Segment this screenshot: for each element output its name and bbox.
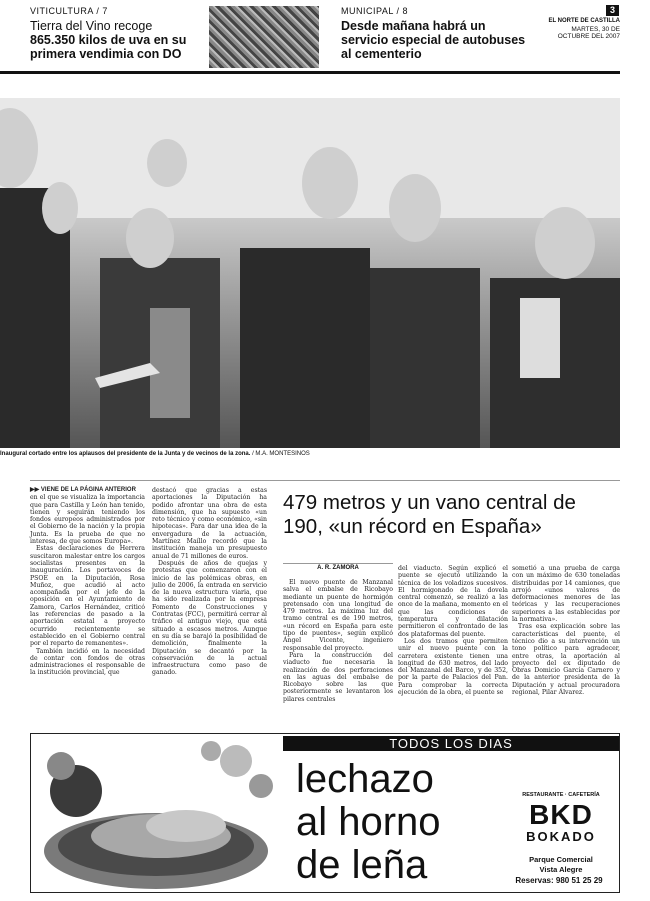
ad-line3: de leña	[296, 843, 428, 887]
crowd-illustration	[0, 98, 620, 448]
ad-place-line1: Parque Comercial	[529, 855, 593, 864]
col4-paragraph: Los dos tramos que permiten unir el nuevo puente con la carretera existente tienen una longitud de 630 metros, del lado del Manzanal del Barco, y de 352, por la parte de Palacios del Pan. Para comprobar la correcta ejecución de la obra, el puente se	[398, 637, 508, 697]
continued-from-text: VIENE DE LA PÁGINA ANTERIOR	[40, 487, 136, 493]
ad-place-line2: Vista Alegre	[539, 865, 583, 874]
date-line1: MARTES, 30 DE	[571, 26, 620, 33]
col3-paragraph: Para la construcción del viaducto fue necesaria la realización de dos perforaciones en las aguas del embalse de Ricobayo sobre las que posteriormente se levantaron los pilares centrales	[283, 651, 393, 703]
article-column-4	[398, 565, 508, 696]
main-photo	[0, 98, 620, 448]
ad-banner: TODOS LOS DIAS	[283, 736, 619, 751]
photo-credit: / M.A. MONTESINOS	[252, 451, 310, 457]
right-teaser-headline[interactable]	[341, 19, 531, 61]
header-rule	[0, 71, 620, 74]
byline-rule	[283, 563, 393, 564]
ad-line1: lechazo	[296, 757, 434, 801]
page-number-box: 3	[606, 5, 619, 16]
continued-from-label: ▶▶ VIENE DE LA PÁGINA ANTERIOR	[30, 487, 136, 493]
left-teaser-thumbnail[interactable]	[209, 6, 319, 68]
right-headline-line1: Desde mañana habrá un	[341, 19, 486, 33]
article-column-3	[283, 579, 393, 703]
col3-paragraph: El nuevo puente de Manzanal salva el embalse de Ricobayo mediante un puente de hormigón pretensado con una longitud de 479 metros. La máxima luz del tramo central es de 190 metros, «un récord en España para este tipo de puentes», según explicó Ángel Vicente, ingeniero responsable del proyecto.	[283, 579, 393, 652]
advertisement[interactable]	[30, 733, 620, 893]
caption-text: Inaugural cortado entre los aplausos del presidente de la Junta y de vecinos de la zona.	[0, 451, 251, 457]
photo-caption	[0, 451, 620, 457]
brand-subtitle: BOKADO	[526, 829, 596, 844]
col1-paragraph: También incidió en la necesidad de contar con fondos de otras administraciones el responsable de la institución provincial, que	[30, 647, 145, 677]
ad-reservations[interactable]: Reservas: 980 51 25 29	[515, 876, 603, 885]
left-teaser-headline[interactable]	[30, 19, 210, 61]
right-headline-line2: servicio especial de autobuses	[341, 33, 526, 47]
right-section-label: MUNICIPAL / 8	[341, 6, 409, 16]
headline-line1: 479 metros y un vano central de	[283, 491, 576, 514]
article-column-1	[30, 487, 145, 677]
left-headline-line2: 865.350 kilos de uva en su	[30, 33, 187, 47]
article-column-5	[512, 565, 620, 696]
newspaper-name: EL NORTE DE CASTILLA	[548, 18, 620, 24]
col2-paragraph: destacó que gracias a estas aportaciones la Diputación ha podido afrontar una obra de esta dimensión, que ha supuesto «un reto técnico y como económico, «sin hipotecas». Para dar una idea de la envergadura de la actuación, Martínez Maíllo recordó que la institución maneja un presupuesto anual de 71 millones de euros.	[152, 487, 267, 560]
article-headline	[283, 491, 623, 539]
right-headline-line3: al cementerio	[341, 47, 422, 61]
col5-paragraph: sometió a una prueba de carga con un máximo de 630 toneladas distribuidas por 14 camiones, que arrojó «unos valores de deformaciones menores de las teóricas y las recuperaciones superiores a las establecidas por la normativa».	[512, 565, 620, 624]
article-rule-top	[30, 480, 620, 481]
lamb-dish-illustration	[36, 736, 276, 891]
restaurant-tag: RESTAURANTE · CAFETERÍA	[522, 792, 600, 798]
left-headline-line1: Tierra del Vino recoge	[30, 19, 153, 33]
headline-line2: 190, «un récord en España»	[283, 515, 542, 538]
ad-line2: al horno	[296, 800, 441, 844]
col4-paragraph: del viaducto. Según explicó el puente se ejecutó utilizando la técnica de los voladizos sucesivos. El hormigonado de la dovela central comenzó, se realizó a las once de la mañana, momento en el que las condiciones de temperatura y dilatación permitieron el confrontado de las dos plataformas del puente.	[398, 565, 508, 638]
col1-paragraph: en el que se visualiza la importancia que para Castilla y León han tenido, tienen y seguirán teniendo los fondos europeos administrados por el Gobierno de la nación y la propia Junta. Es la prueba de que no interesa, de que somos Europa».	[30, 494, 145, 546]
byline: A. R. ZAMORA	[317, 565, 359, 571]
left-headline-line3: primera vendimia con DO	[30, 47, 182, 61]
article-column-2	[152, 487, 267, 677]
ad-slogan	[296, 758, 441, 887]
col2-paragraph: Después de años de quejas y protestas que comenzaron con el inicio de las polémicas obras, en julio de 2006, la entrada en servicio de la nueva estructura viaria, que ha sido realizada por la empresa Fomento de Construcciones y Contratas (FCC), permitirá cerrar al tráfico el antiguo viejo, que está situado a escasos metros. Aunque en su día se barajó la posibilidad de demolición, finalmente la Diputación se decantó por la conservación de la actual infraestructura como paso de ganado.	[152, 559, 267, 677]
left-section-label: VITICULTURA / 7	[30, 6, 108, 16]
col5-paragraph: Tras esa explicación sobre las características del puente, el técnico dio a su intervención un tono político para agradecer, entre otras, la aportación al proyecto del ex diputado de Obras Domicio García Carnero y de la anterior presidenta de la Diputación y actual procuradora regional, Pilar Álvarez.	[512, 623, 620, 697]
brand-logo: BKD	[529, 799, 593, 830]
date-line2: OCTUBRE DEL 2007	[557, 33, 620, 40]
col1-paragraph: Estas declaraciones de Herrera suscitaron malestar entre los cargos socialistas presentes en la inauguración. Los portavoces de PSOE en la Diputación, Rosa Muñoz, que acudió al acto acompañada por el jefe de la oposición en el Ayuntamiento de Zamora, Carlos Hernández, criticó las referencias de pasado a la aportación estatal a proyecto ocurrido recientemente se establecido en el Gobierno central por el reparto de remanentes».	[30, 545, 145, 648]
